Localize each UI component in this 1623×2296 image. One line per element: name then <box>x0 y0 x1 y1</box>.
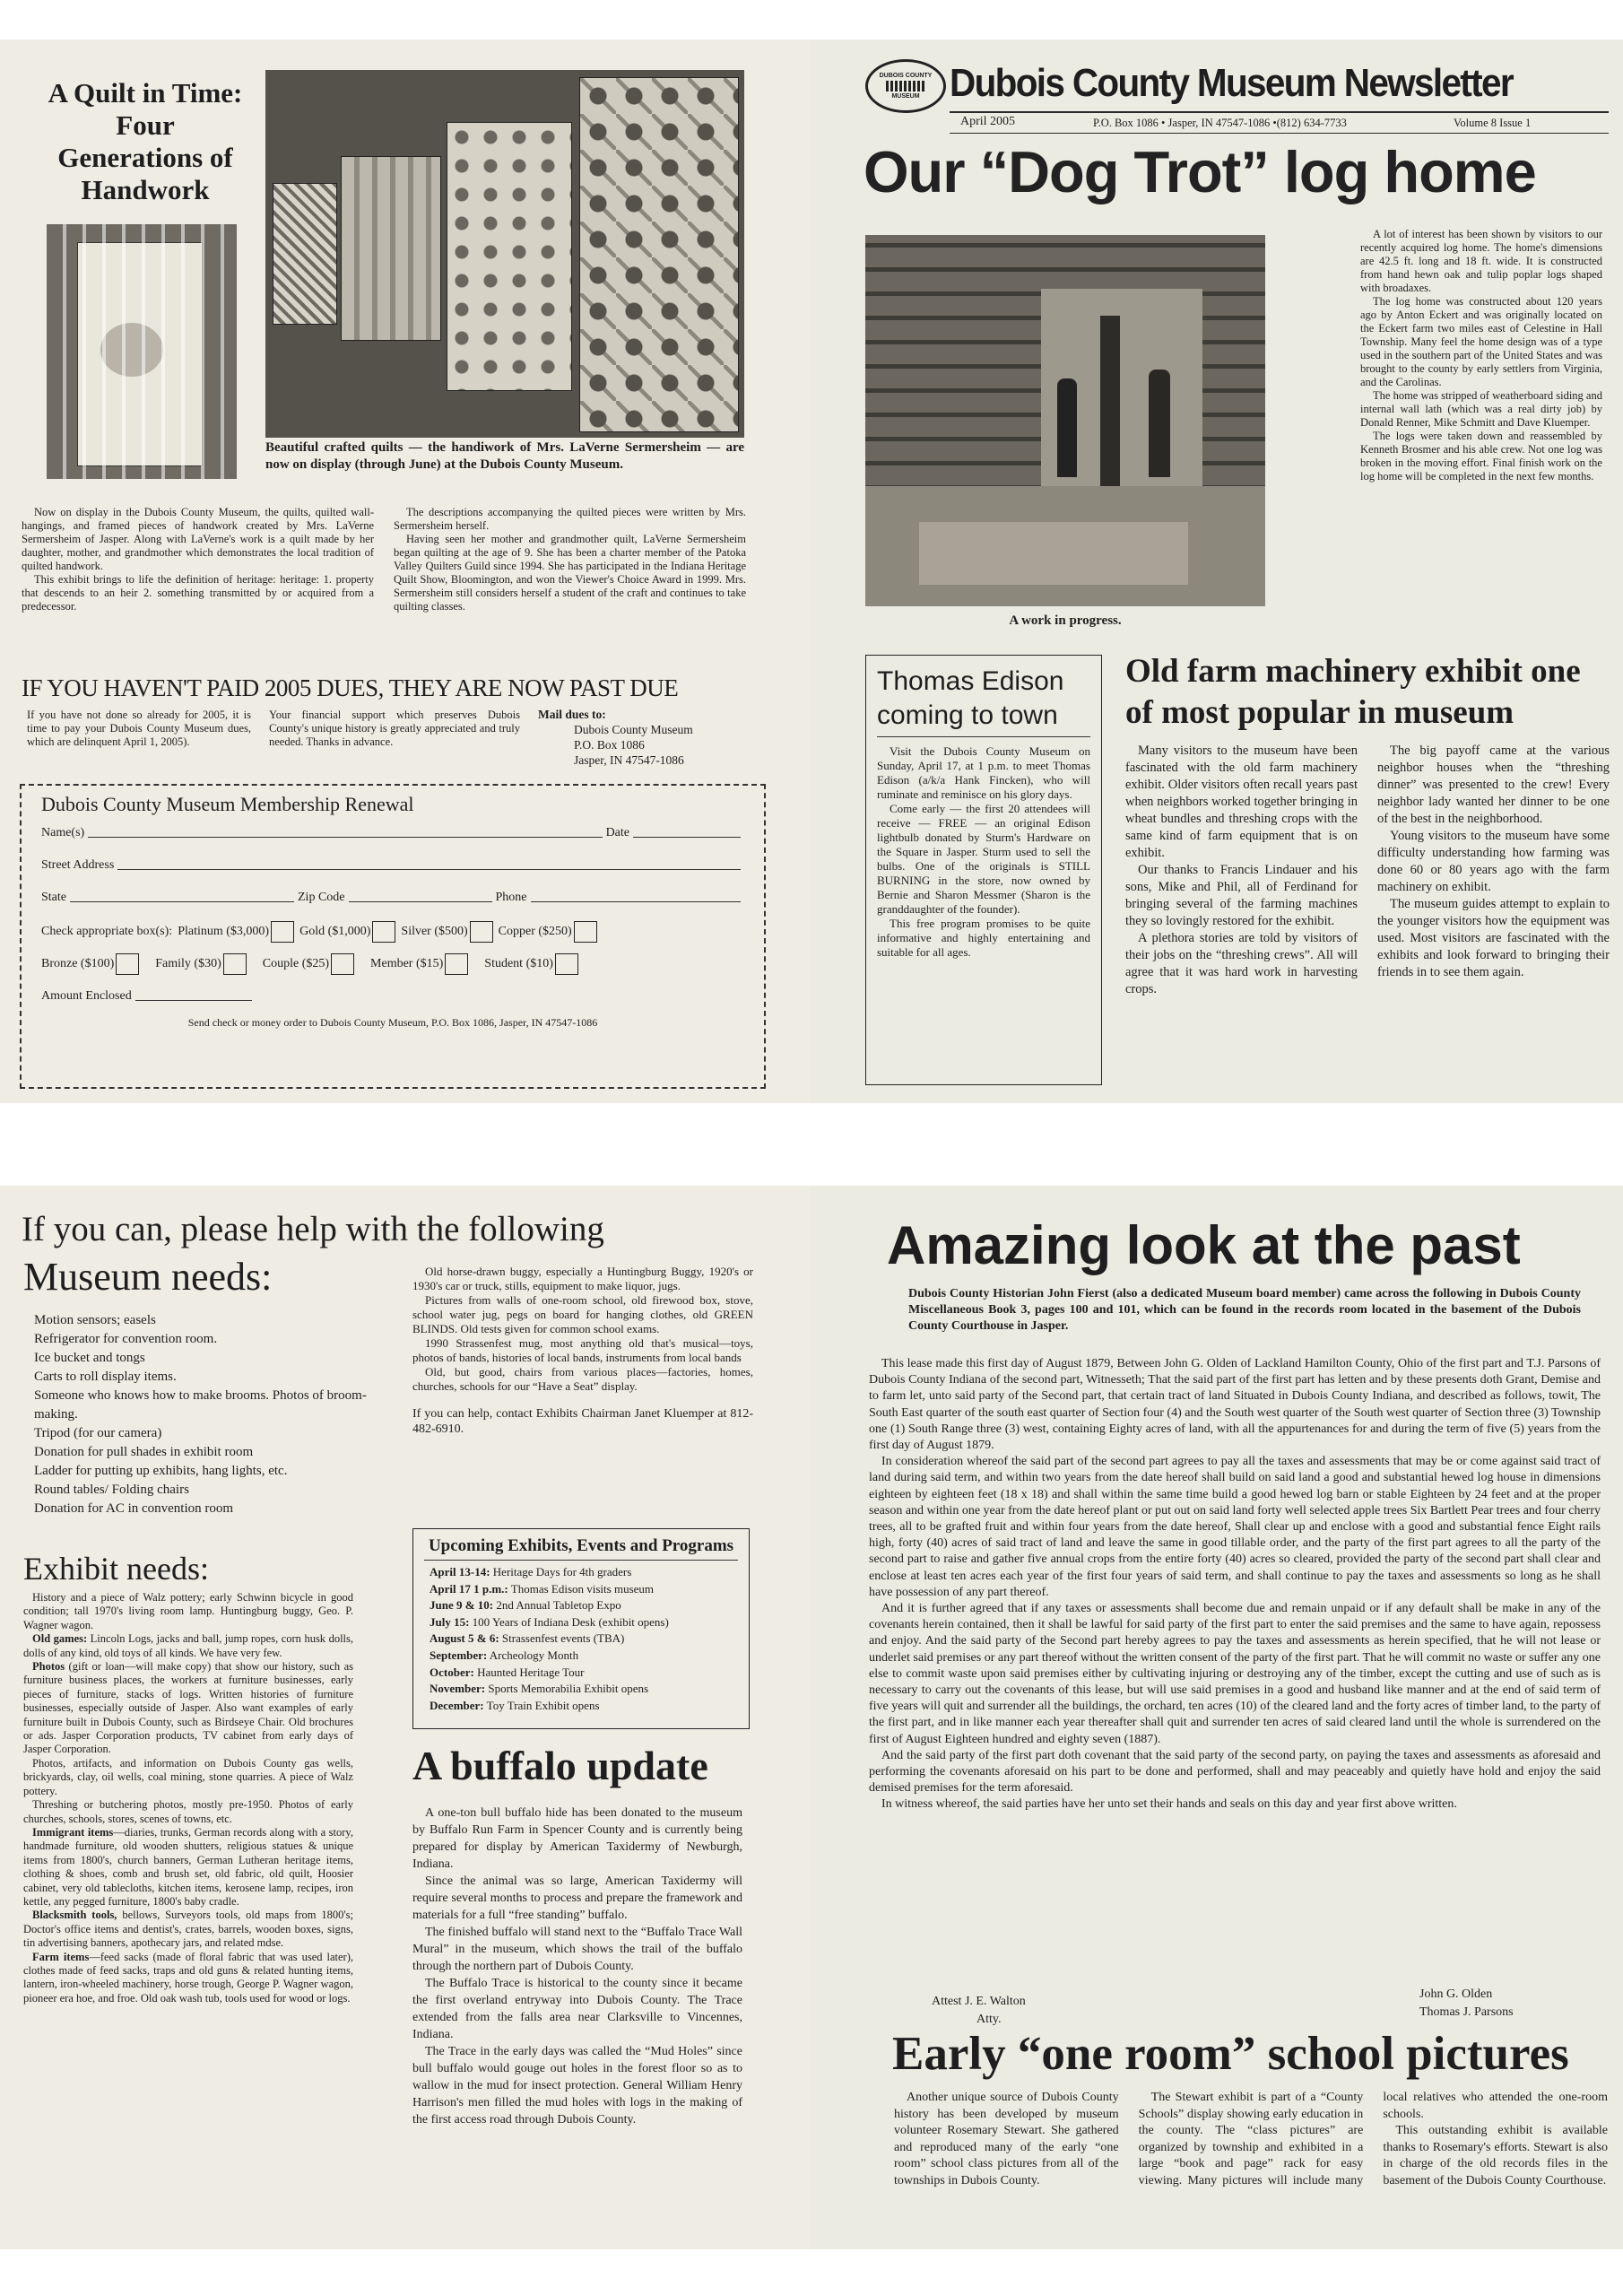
amazing-headline: Amazing look at the past <box>887 1215 1521 1275</box>
option-label: Member ($15) <box>370 957 444 970</box>
list-item: Donation for AC in convention room <box>34 1501 234 1516</box>
quilt-story <box>22 506 746 613</box>
quilt-paragraph: Now on display in the Dubois County Museum, the quilts, quilted wall-hangings, and framed pieces of handwork created by Mrs. LaVerne Sermersheim of Jasper. Along with LaVerne's work is a quilt made by her daughter, mother, and grandmother which demonstrates the local tradition of quilted handwork. <box>22 506 374 572</box>
option-label: Gold ($1,000) <box>299 925 371 938</box>
quilt-caption: Beautiful crafted quilts — the handiwork of Mrs. LaVerne Sermersheim — are now on display (through June) at the Dubois County Museum. <box>265 440 744 472</box>
amount-field[interactable] <box>135 1000 252 1001</box>
dogtrot-paragraph: The home was stripped of weatherboard siding and internal wall lath (which was a real dirty job) by Donald Renner, Mike Schmitt and Dave Kluemper. <box>1360 389 1602 429</box>
street-label: Street Address <box>41 858 115 872</box>
family-checkbox[interactable] <box>223 953 247 975</box>
option-label: Copper ($250) <box>498 925 572 938</box>
help-paragraph: Old horse-drawn buggy, especially a Huntingburg Buggy, 1920's or 1930's car or truck, stills, equipment to make liquor, jugs. <box>412 1265 753 1292</box>
list-item: Ladder for putting up exhibits, hang lights, etc. <box>34 1464 288 1478</box>
buffalo-paragraph: The finished buffalo will stand next to the “Buffalo Trace Wall Mural” in the museum, which shows the trail of the buffalo through the northern part of Dubois County. <box>412 1926 742 1973</box>
help-paragraph: 1990 Strassenfest mug, most anything old that's musical—toys, photos of bands, histories of local bands, instruments from local bands <box>412 1336 753 1364</box>
list-item: Donation for pull shades in exhibit room <box>34 1445 254 1459</box>
lease-paragraph: And the said party of the first part doth covenant that the said party of the second party, on paying the taxes and assessments as aforesaid and performing the covenants aforesaid on his part to be done and performed, shall and may peaceably and quietly have hold and enjoy the said demised premises for the term aforesaid. <box>869 1748 1601 1796</box>
crib-quilt-photo <box>47 224 237 479</box>
address-line: P.O. Box 1086 • Jasper, IN 47547-1086 •(812) 634-7733 <box>1093 117 1347 129</box>
logo-bottom-text: MUSEUM <box>891 93 920 100</box>
list-item: Ice bucket and tongs <box>34 1351 145 1365</box>
quilt-headline: A Quilt in Time: Four Generations of Handwork <box>48 77 243 205</box>
school-paragraph: This outstanding exhibit is available thanks to Rosemary's efforts. Stewart is also in charge of the old records files in the basement of the Dubois County Courthouse. <box>1383 2124 1608 2187</box>
silver-checkbox[interactable] <box>470 921 493 943</box>
dogtrot-headline: Our “Dog Trot” log home <box>864 139 1536 204</box>
help-paragraph: Pictures from walls of one-room school, old firewood box, stove, school water jug, pegs on board for hanging clothes, old GREEN BLINDS. Old tests given for common school exams. <box>412 1293 753 1335</box>
logo-top-text: DUBOIS COUNTY <box>879 73 933 79</box>
help-headline: If you can, please help with the following <box>22 1210 604 1248</box>
list-item: Motion sensors; easels <box>34 1313 156 1327</box>
buffalo-paragraph: A one-ton bull buffalo hide has been donated to the museum by Buffalo Run Farm in Spencer County and is currently being prepared for display by American Taxidermy of Newburgh, Indiana. <box>412 1806 742 1871</box>
farm-paragraph: Many visitors to the museum have been fascinated with the old farm machinery exhibit. Older visitors often recall years past when neighbors worked together bringing in wheat bundles and threshing crops with the same kind of farm equipment that is on exhibit. <box>1125 744 1358 860</box>
museum-needs-title: Museum needs: <box>23 1255 273 1299</box>
exhibit-paragraph: Immigrant items—diaries, trunks, German records along with a story, handmade furniture, old wooden shutters, religious statues & unique items from 1800's, church banners, German Lutheran heritage items, clothing & shoes, comb and brush set, old fabric, old quilt, Hoosier cabinet, very old tablecloths, kitchen items, kerosene lamp, recipes, iron kettle, any pegged furniture, 1800's baby cradle. <box>23 1825 353 1908</box>
name-label: Name(s) <box>41 826 85 839</box>
page-quilt <box>0 39 810 1103</box>
date-label: Date <box>605 826 629 839</box>
platinum-checkbox[interactable] <box>271 921 294 943</box>
list-item: Refrigerator for convention room. <box>34 1332 218 1346</box>
exhibit-paragraph: Farm items—feed sacks (made of floral fabric that was used later), clothes made of feed sacks, traps and old guns & related hunting items, lantern, iron-wheeled machinery, horse trough, George P. Wagner wagon, pioneer era hoe, and froe. Old oak wash tub, tools used for wood or logs. <box>23 1950 353 2005</box>
dues-mail <box>538 707 744 768</box>
farm-paragraph: The big payoff came at the various neighbor houses when the “threshing dinner” was presented to the crew! Every neighbor lady wanted her dinner to be one of the best in the neighborhood. <box>1377 744 1610 826</box>
issue-date: April 2005 <box>960 115 1016 128</box>
farm-paragraph: Young visitors to the museum have some difficulty understanding how farming was done 60 or 80 years ago with the farm machinery on exhibit. <box>1377 829 1610 894</box>
dues-headline: IF YOU HAVEN'T PAID 2005 DUES, THEY ARE NOW PAST DUE <box>22 674 679 701</box>
state-label: State <box>41 891 66 904</box>
exhibit-paragraph: History and a piece of Walz pottery; early Schwinn bicycle in good condition; tall 1970's living room lamp. Huntingburg buggy, Geo. P. Wagner wagon. <box>23 1591 353 1631</box>
school-paragraph: The Stewart exhibit is part of a “County Schools” display showing early education in the county. The “class pictures” are organized by township and exhibited in a large “book and page” rack for easy viewing. Many pictures will include many local relatives who attended the one-room schools. <box>1138 2091 1608 2187</box>
exhibit-paragraph: Photos, artifacts, and information on Dubois County gas wells, brickyards, clay, oil wells, coal mining, stone quarries. A piece of Walz pottery. <box>23 1756 353 1797</box>
name-field[interactable] <box>88 837 602 838</box>
help-col-2 <box>412 1265 753 1437</box>
dogtrot-paragraph: A lot of interest has been shown by visitors to our recently acquired log home. The home's dimensions are 42.5 ft. long and 18 ft. wide. It is constructed from hand hewn oak and tulip poplar logs shaped with broadaxes. <box>1360 228 1602 294</box>
membership-form <box>20 784 766 1089</box>
events-title: Upcoming Exhibits, Events and Programs <box>424 1536 738 1561</box>
exhibit-paragraph: Photos (gift or loan—will make copy) that show our history, such as furniture business places, the workers at furniture businesses, early pieces of furniture, stacks of logs. Written histories of furniture businesses, especially outside of Jasper. Also want examples of early furniture built in Dubois County, such as Birdseye Chair. Old brochures or ads. Jasper Corporation products, TV cabinet from early days of Jasper Corporation. <box>23 1660 353 1756</box>
page-past <box>810 1186 1623 2249</box>
farm-headline: Old farm machinery exhibit one of most popular in museum <box>1125 653 1581 731</box>
option-label: Family ($30) <box>155 957 221 970</box>
farm-paragraph: The museum guides attempt to explain to the younger visitors how the equipment was used. Most visitors are fascinated with the exhibits and look forward to bringing their friends in to see them again. <box>1377 897 1610 979</box>
dues-col-1: If you have not done so already for 2005, it is time to pay your Dubois County Museum dues, which are delinquent April 1, 2005). <box>27 709 251 748</box>
event-item: July 15: 100 Years of Indiana Desk (exhibit opens) <box>430 1614 669 1629</box>
quilt-paragraph: This exhibit brings to life the definition of heritage: heritage: 1. property that descends to an heir 2. something transmitted by or acquired from a predecessor. <box>22 573 374 613</box>
exhibit-paragraph: Blacksmith tools, bellows, Surveyors tools, old maps from 1800's; Doctor's office items and dentist's, crates, barrels, wooden boxes, signs, tin advertising banners, apothecary jars, and related mdse. <box>23 1909 353 1950</box>
school-story <box>894 2090 1608 2190</box>
dogtrot-paragraph: The log home was constructed about 120 years ago by Anton Eckert and was originally located on the Eckert farm two miles east of Celestine in Hall Township. Many feel the home design was of a type used in the southern part of the United States and was brought to the county by early settlers from Virginia, and the Carolinas. <box>1360 295 1602 388</box>
buffalo-paragraph: The Buffalo Trace is historical to the county since it became the first overland entryway into Dubois County. The Trace extended from the falls area near Clarksville to Vincennes, Indiana. <box>412 1977 742 2041</box>
log-home-caption: A work in progress. <box>1009 613 1122 628</box>
option-label: Platinum ($3,000) <box>178 925 270 938</box>
lease-paragraph: And it is further agreed that if any taxes or assessments shall become due and remain unpaid or if any default shall be make in any of the covenants herein contained, then it shall be lawful for said party of the first part to enter the said premises and the same to have again, repossess and enjoy. And the said party of the Second part hereby agrees to pay the taxes and assessments as herein specified, that he will not lease or underlet said premises or any part thereof without the written consent of the party of the first part. That he will commit no waste or suffer any one else to commit waste upon said premises either by cultivating injuring or destroying any of the timber, except the cutting and use of such as is necessary to carry out the covenants of this lease, but will use said premises in a good and husband like manner and at the end of said term of five years will quit and surrender all the buildings, the orchard, ten acres (10) of the cleared land and the forty acres of timber land, to the party of the first part, and in like manner each year thereafter shall quit and surrender ten acres of said cleared land until the whole is surrendered on the first of August Eighteen hundred and eighty seven (1887). <box>869 1602 1601 1746</box>
dues-col-2: Your financial support which preserves Dubois County's unique history is greatly appreciated and truly needed. Thanks in advance. <box>269 709 520 748</box>
exhibit-paragraph: Threshing or butchering photos, mostly pre-1950. Photos of early churches, schools, stores, scenes of towns, etc. <box>23 1798 353 1825</box>
page-needs <box>0 1186 810 2249</box>
option-label: Silver ($500) <box>401 925 468 938</box>
help-paragraph: Old, but good, chairs from various places—factories, homes, churches, schools for our “Have a Seat” display. <box>412 1365 753 1393</box>
copper-checkbox[interactable] <box>574 921 597 943</box>
event-item: December: Toy Train Exhibit opens <box>430 1698 600 1712</box>
lease-paragraph: This lease made this first day of August 1879, Between John G. Olden of Lackland Hamilton County, Ohio of the first part and T.J. Parsons of Dubois County Indiana of the second part, Witnesseth; That the said part of the first part has letten and by these presents doth Grant, Demise and to farm let, unto said party of the Second part, that certain tract of land Situated in Dubois County Indiana, and described as follows, towit, The South East quarter of the south east quarter of Section four (4) and the South west quarter of the South west quarter of Section three (3) Township one (1) South Range three (3) west, containing Eighty acres of land, with all the appurtenances for and during the term of five (5) years from the first day of August 1879. <box>869 1357 1601 1453</box>
museum-needs-list <box>34 1311 375 1518</box>
zip-field[interactable] <box>349 901 492 902</box>
attest-line: Attest J. E. Walton <box>932 1995 1026 2008</box>
dues-mail-label: Mail dues to: <box>538 708 606 721</box>
log-home-photo <box>865 235 1265 606</box>
form-footer: Send check or money order to Dubois County Museum, P.O. Box 1086, Jasper, IN 47547-1086 <box>187 1016 598 1029</box>
event-item: April 13-14: Heritage Days for 4th graders <box>430 1565 632 1578</box>
event-item: October: Haunted Heritage Tour <box>430 1665 585 1679</box>
events-box <box>412 1528 750 1729</box>
farm-paragraph: A plethora stories are told by visitors of their jobs on the “threshing crews”. All will agree that it was hard work in harvesting crops. <box>1125 931 1358 996</box>
farm-paragraph: Our thanks to Francis Lindauer and his sons, Mike and Phil, all of Ferdinand for bringing several of the farming machines they so lovingly restored for the exhibit. <box>1125 863 1358 928</box>
couple-checkbox[interactable] <box>331 953 354 975</box>
student-checkbox[interactable] <box>555 953 578 975</box>
signature-2: Thomas J. Parsons <box>1419 2005 1514 2019</box>
lease-paragraph: In consideration whereof the said part of the second part agrees to pay all the taxes and assessments that may be or come against said tract of land during said term, and within two years from the date hereof shall build on said land a good and substantial hewed log house in dimensions eighteen by eighteen feet (18 x 18) and shall within the same time build a good hewed log barn or stable Eighteen by 24 feet and at the proper season and within one year from the date hereof plant or put out on said land forty well selected apple trees Six Bartlett Pear trees and four cherry trees, all to be grafted fruit and within four years from the date hereof, Shall clear up and enclose with a good and substantial fence Eight rails high, forty (40) acres of said tract of land and leave the same in good tillable order, and the party of the first part agrees to all the party of the second part to raise and gather five annual crops from the entire forty (40) acres so cleared, provided the party of the second part shall clear and enclose at least ten acres each year of the first four years of said term, and shall continue to pay the taxes and assessments so long as he shall have possession of any part thereof. <box>869 1455 1601 1599</box>
option-label: Couple ($25) <box>262 957 330 970</box>
dues-mail-line: Jasper, IN 47547-1086 <box>574 753 684 767</box>
newsletter-title: Dubois County Museum Newsletter <box>950 61 1513 105</box>
buffalo-headline: A buffalo update <box>412 1743 708 1788</box>
edison-paragraph: This free program promises to be quite informative and highly entertaining and suitable for all ages. <box>877 917 1090 959</box>
school-paragraph: Another unique source of Dubois County history has been developed by museum volunteer Rosemary Stewart. She gathered and reproduced many of the early “one room” school class pictures from all of the townships in Dubois County. <box>894 2091 1119 2187</box>
list-item: Someone who knows how to make brooms. Photos of broom-making. <box>34 1388 367 1422</box>
exhibit-paragraph: Old games: Lincoln Logs, jacks and ball, jump ropes, corn husk dolls, dolls of any kind, old toys of all kinds. We have very few. <box>23 1632 354 1659</box>
dues-mail-line: Dubois County Museum <box>574 723 693 736</box>
event-item: August 5 & 6: Strassenfest events (TBA) <box>430 1631 625 1646</box>
dues-mail-line: P.O. Box 1086 <box>574 738 645 752</box>
event-item: April 17 1 p.m.: Thomas Edison visits museum <box>430 1581 655 1596</box>
signature-1: John G. Olden <box>1419 1987 1493 2001</box>
exhibit-needs-title: Exhibit needs: <box>23 1551 209 1587</box>
option-label: Bronze ($100) <box>41 957 115 970</box>
page-front <box>810 39 1623 1103</box>
exhibit-needs <box>23 1591 353 2005</box>
quilt-paragraph: Having seen her mother and grandmother quilt, LaVerne Sermersheim began quilting at the age of 9. She has been a charter member of the Patoka Valley Quilters Guild since 1994. She has participated in the Indiana Heritage Quilt Show, Bloomington, and won the Viewer's Choice Award in 1999. Mrs. Sermersheim still considers herself a student of the craft and continues to take quilting classes. <box>394 533 746 613</box>
dogtrot-story <box>1360 228 1602 483</box>
gold-checkbox[interactable] <box>372 921 395 943</box>
volume-issue: Volume 8 Issue 1 <box>1454 117 1532 129</box>
amazing-intro: Dubois County Historian John Fierst (also a dedicated Museum board member) came across the following in Dubois County Miscellaneous Book 3, pages 100 and 101, which can be found in the records room located in the basement of the Dubois County Courthouse in Jasper. <box>908 1287 1581 1333</box>
edison-headline: Thomas Edison coming to town <box>877 665 1090 737</box>
option-label: Student ($10) <box>484 957 553 970</box>
event-item: June 9 & 10: 2nd Annual Tabletop Expo <box>430 1598 621 1613</box>
buffalo-paragraph: Since the animal was so large, American Taxidermy will require several months to process and prepare the framework and materials for a full “free standing” buffalo. <box>412 1874 742 1922</box>
phone-label: Phone <box>495 891 527 904</box>
member-checkbox[interactable] <box>445 953 468 975</box>
bronze-checkbox[interactable] <box>116 953 139 975</box>
zip-label: Zip Code <box>298 891 345 904</box>
list-item: Carts to roll display items. <box>34 1370 177 1384</box>
date-field[interactable] <box>633 837 741 838</box>
quilts-display-photo <box>265 70 744 438</box>
museum-logo <box>865 59 946 113</box>
amount-label: Amount Enclosed <box>41 989 132 1003</box>
form-title: Dubois County Museum Membership Renewal <box>41 793 414 815</box>
list-item: Tripod (for our camera) <box>34 1426 162 1440</box>
state-field[interactable] <box>70 901 294 902</box>
buffalo-story <box>412 1805 742 2128</box>
lease-paragraph: In witness whereof, the said parties have her unto set their hands and seals on this day and year first above written. <box>881 1797 1457 1812</box>
phone-field[interactable] <box>531 901 742 902</box>
list-item: Round tables/ Folding chairs <box>34 1483 189 1497</box>
help-contact: If you can help, contact Exhibits Chairman Janet Kluemper at 812-482-6910. <box>412 1407 753 1436</box>
edison-paragraph: Come early — the first 20 attendees will receive — FREE — an original Edison lightbulb donated by Sturm's Hardware on the Square in Jasper. Sturm used to sell the bulbs. One of the originals is STILL BURNING in the store, now owned by Bernie and Sharon Messmer (Sharon is the granddaughter of the founder). <box>877 802 1090 916</box>
dogtrot-paragraph: The logs were taken down and reassembled by Kenneth Brosmer and his able crew. Not one log was broken in the moving effort. Final finish work on the log home will be completed in the next few months. <box>1360 430 1602 483</box>
atty-line: Atty. <box>976 2013 1002 2026</box>
edison-box <box>865 655 1102 1085</box>
farm-story <box>1125 743 1610 998</box>
check-label: Check appropriate box(s): <box>41 925 173 938</box>
edison-paragraph: Visit the Dubois County Museum on Sunday, April 17, at 1 p.m. to meet Thomas Edison (a/k/a Hank Fincken), who will ruminate and reminisce on his glory days. <box>877 744 1090 801</box>
event-item: November: Sports Memorabilia Exhibit opens <box>430 1682 649 1696</box>
lease-text <box>869 1356 1601 1813</box>
buffalo-paragraph: The Trace in the early days was called the “Mud Holes” since bull buffalo would gouge out holes in the forest floor so as to wallow in the mud for insect protection. General William Henry Harrison's men filled the mud holes with logs in the making of the first access road through Dubois County. <box>412 2045 742 2126</box>
event-item: September: Archeology Month <box>430 1648 579 1662</box>
street-field[interactable] <box>117 869 741 870</box>
quilt-paragraph: The descriptions accompanying the quilted pieces were written by Mrs. Sermersheim herself. <box>394 506 746 532</box>
school-headline: Early “one room” school pictures <box>892 2028 1569 2080</box>
